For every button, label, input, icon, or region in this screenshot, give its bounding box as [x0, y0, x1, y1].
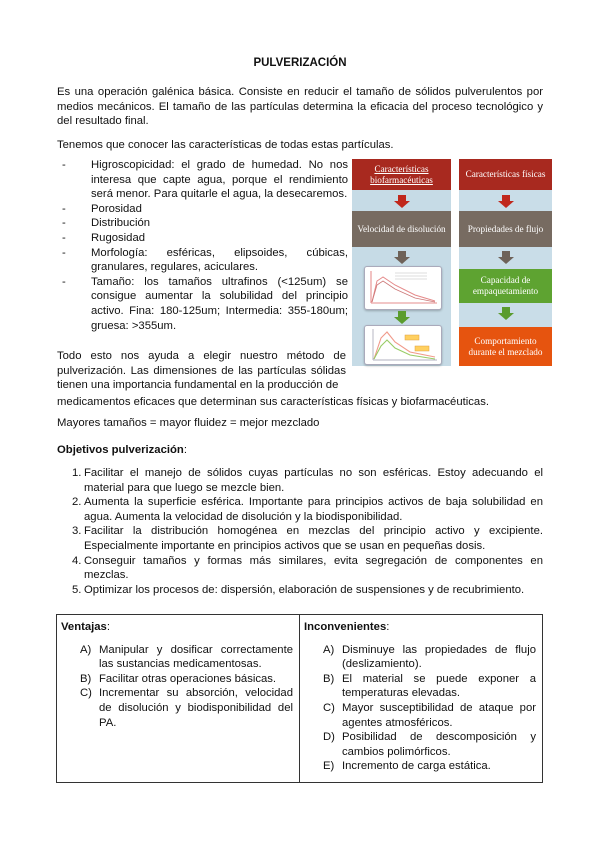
advantages-list	[61, 643, 293, 731]
bullet-dash: -	[62, 246, 66, 259]
list-item-text: Tamaño: los tamaños ultrafinos (<125um) se consigue aumentar la solubilidad del principio activo. Fina: 180-125um; Intermedia: 355-180um; gruesa: >355um.	[91, 275, 348, 332]
diagram-flow-properties: Propiedades de flujo	[459, 211, 552, 247]
summary-paragraph: Todo esto nos ayuda a elegir nuestro método de pulverización. Las dimensiones de las partículas sólidas tienen una importancia fundamental en la producción de	[57, 350, 346, 392]
disadvantages-header: Inconvenientes:	[304, 621, 390, 633]
release-profile-chart-icon	[364, 325, 442, 365]
advantages-cell	[61, 620, 293, 730]
list-item-text: Rugosidad	[91, 231, 146, 244]
list-item	[62, 231, 348, 246]
list-item-text: Higroscopicidad: el grado de humedad. No nos interesa que capte agua, porque el rendimiento será menor. Para quitarle el agua, la desecaremos.	[91, 159, 348, 201]
page-title: PULVERIZACIÓN	[253, 57, 347, 69]
list-item: C) Mayor susceptibilidad de ataque por agentes atmosféricos.	[323, 701, 536, 729]
list-item: 4. Conseguir tamaños y formas más similares, evita segregación de componentes en mezclas.	[72, 554, 543, 582]
list-item: A) Manipular y dosificar correctamente las sustancias medicamentosas.	[80, 643, 293, 671]
disadvantages-cell	[304, 620, 536, 774]
list-item: E) Incremento de carga estática.	[323, 760, 491, 773]
disadvantages-list	[304, 643, 536, 774]
bullet-dash: -	[62, 202, 66, 215]
advantages-header: Ventajas:	[61, 621, 110, 633]
list-item: B) El material se puede exponer a temperaturas elevadas.	[323, 672, 536, 700]
characteristics-lead: Tenemos que conocer las características de todas estas partículas.	[57, 139, 394, 151]
list-item: B) Facilitar otras operaciones básicas.	[80, 672, 277, 685]
list-item-text: Porosidad	[91, 202, 142, 215]
diagram-left-column	[352, 159, 451, 366]
pros-cons-table	[56, 614, 543, 783]
diagram-biopharma-header: Características biofarmacéuticas	[352, 159, 451, 190]
diagram-physical-header: Características físicas	[459, 159, 552, 190]
list-item: 1. Facilitar el manejo de sólidos cuyas partículas no son esféricas. Estoy adecuando el material para que luego se mezcle bien.	[72, 467, 543, 494]
list-item-text: Distribución	[91, 217, 151, 230]
diagram-right-column	[459, 159, 552, 366]
list-item	[62, 275, 348, 333]
bullet-dash: -	[62, 231, 66, 244]
bullet-dash: -	[62, 275, 66, 288]
summary-paragraph-continued: medicamentos eficaces que determinan sus características físicas y biofarmacéuticas.	[57, 396, 489, 408]
list-item: C) Incrementar su absorción, velocidad de disolución y biodisponibilidad del PA.	[80, 687, 293, 729]
objectives-title: Objetivos pulverización:	[57, 444, 187, 456]
size-rule: Mayores tamaños = mayor fluidez = mejor mezclado	[57, 417, 320, 429]
list-item: 3. Facilitar la distribución homogénea en mezclas del principio activo y excipiente. Especialmente importante en principios activos que se usan en pequeñas dosis.	[72, 525, 543, 552]
list-item	[62, 216, 348, 231]
list-item: 5. Optimizar los procesos de: dispersión, elaboración de suspensiones y de recubrimiento.	[72, 583, 525, 596]
diagram-dissolution-rate: Velocidad de disolución	[352, 211, 451, 247]
bullet-dash: -	[62, 159, 66, 171]
objectives-list	[57, 466, 543, 597]
table-divider	[299, 615, 300, 782]
diagram-packing-capacity: Capacidad de empaquetamiento	[459, 269, 552, 303]
bullet-dash: -	[62, 217, 66, 230]
characteristics-diagram	[352, 159, 552, 366]
list-item: A) Disminuye las propiedades de flujo (deslizamiento).	[323, 643, 536, 671]
list-item	[62, 158, 348, 202]
list-item	[62, 246, 348, 275]
list-item-text: Morfología: esféricas, elipsoides, cúbicas, granulares, regulares, aciculares.	[91, 246, 348, 274]
list-item: D) Posibilidad de descomposición y cambios polimórficos.	[323, 731, 536, 758]
characteristics-list	[62, 158, 348, 333]
dissolution-chart-icon	[364, 266, 442, 310]
intro-paragraph: Es una operación galénica básica. Consiste en reducir el tamaño de sólidos pulverulentos por medios mecánicos. El tamaño de las partículas determina la eficacia del proceso tecnológico y del resultado final.	[57, 86, 543, 128]
list-item: 2. Aumenta la superficie esférica. Importante para principios activos de baja solubilidad en agua. Aumenta la velocidad de disolución y la biodisponibilidad.	[72, 496, 543, 523]
list-item	[62, 202, 348, 217]
diagram-mixing-behaviour: Comportamiento durante el mezclado	[459, 327, 552, 366]
